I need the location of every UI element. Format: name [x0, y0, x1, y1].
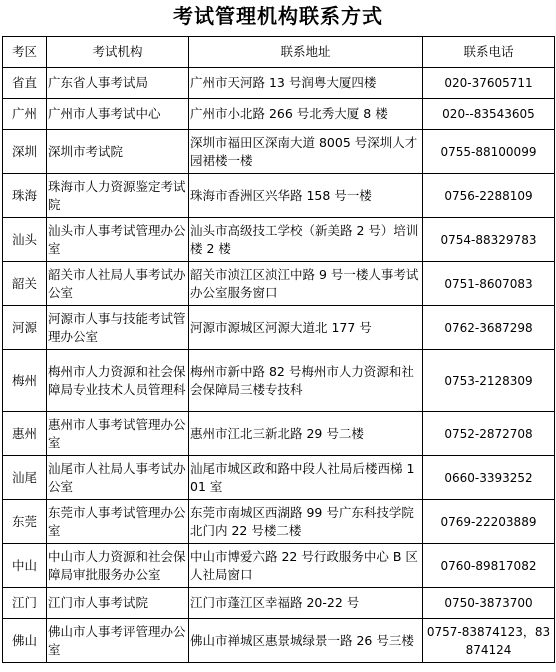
header-org: 考试机构: [47, 37, 189, 68]
cell-address: 汕头市高级技工学校（新美路 2 号）培训楼 2 楼: [189, 218, 423, 262]
header-district: 考区: [3, 37, 47, 68]
cell-district: 汕头: [3, 218, 47, 262]
cell-address: 广州市小北路 266 号北秀大厦 8 楼: [189, 99, 423, 130]
table-row: [3, 218, 555, 262]
header-phone: 联系电话: [423, 37, 555, 68]
cell-org: 梅州市人力资源和社会保障局专业技术人员管理科: [47, 350, 189, 412]
cell-phone: 0756-2288109: [423, 174, 555, 218]
cell-phone: 0757-83874123，83874124: [423, 619, 555, 663]
cell-org: 东莞市人事考试管理办公室: [47, 500, 189, 544]
cell-address: 惠州市江北三新北路 29 号二楼: [189, 412, 423, 456]
cell-address: 韶关市浈江区浈江中路 9 号一楼人事考试办公室服务窗口: [189, 262, 423, 306]
cell-org: 河源市人事与技能考试管理办公室: [47, 306, 189, 350]
header-address: 联系地址: [189, 37, 423, 68]
cell-phone: 020-37605711: [423, 68, 555, 99]
cell-address: 珠海市香洲区兴华路 158 号一楼: [189, 174, 423, 218]
cell-district: 惠州: [3, 412, 47, 456]
cell-address: 广州市天河路 13 号润粤大厦四楼: [189, 68, 423, 99]
cell-district: 省直: [3, 68, 47, 99]
cell-org: 珠海市人力资源鉴定考试院: [47, 174, 189, 218]
cell-org: 广东省人事考试局: [47, 68, 189, 99]
table-row: [3, 174, 555, 218]
cell-org: 汕头市人事考试管理办公室: [47, 218, 189, 262]
table-row: [3, 412, 555, 456]
cell-phone: 0660-3393252: [423, 456, 555, 500]
cell-address: 江门市蓬江区幸福路 20-22 号: [189, 588, 423, 619]
cell-org: 韶关市人社局人事考试办公室: [47, 262, 189, 306]
cell-org: 广州市人事考试中心: [47, 99, 189, 130]
cell-phone: 0750-3873700: [423, 588, 555, 619]
cell-phone: 020--83543605: [423, 99, 555, 130]
cell-address: 中山市博爱六路 22 号行政服务中心 B 区人社局窗口: [189, 544, 423, 588]
cell-address: 东莞市南城区西湖路 99 号广东科技学院北门内 22 号楼二楼: [189, 500, 423, 544]
cell-phone: 0751-8607083: [423, 262, 555, 306]
cell-district: 珠海: [3, 174, 47, 218]
cell-phone: 0769-22203889: [423, 500, 555, 544]
cell-org: 汕尾市人社局人事考试办公室: [47, 456, 189, 500]
cell-address: 汕尾市城区政和路中段人社局后楼西梯 101 室: [189, 456, 423, 500]
cell-phone: 0753-2128309: [423, 350, 555, 412]
cell-phone: 0755-88100099: [423, 130, 555, 174]
cell-district: 佛山: [3, 619, 47, 663]
cell-address: 河源市源城区河源大道北 177 号: [189, 306, 423, 350]
cell-org: 中山市人力资源和社会保障局审批服务办公室: [47, 544, 189, 588]
table-row: [3, 350, 555, 412]
cell-org: 深圳市考试院: [47, 130, 189, 174]
cell-phone: 0760-89817082: [423, 544, 555, 588]
cell-district: 深圳: [3, 130, 47, 174]
table-row: [3, 544, 555, 588]
cell-org: 佛山市人事考评管理办公室: [47, 619, 189, 663]
cell-district: 东莞: [3, 500, 47, 544]
table-row: [3, 99, 555, 130]
cell-address: 深圳市福田区深南大道 8005 号深圳人才园裙楼一楼: [189, 130, 423, 174]
cell-address: 佛山市禅城区惠景城绿景一路 26 号三楼: [189, 619, 423, 663]
cell-phone: 0754-88329783: [423, 218, 555, 262]
table-row: [3, 306, 555, 350]
table-row: [3, 456, 555, 500]
table-row: [3, 262, 555, 306]
cell-address: 梅州市新中路 82 号梅州市人力资源和社会保障局三楼专技科: [189, 350, 423, 412]
table-row: [3, 130, 555, 174]
cell-district: 广州: [3, 99, 47, 130]
cell-district: 中山: [3, 544, 47, 588]
cell-district: 江门: [3, 588, 47, 619]
table-row: [3, 500, 555, 544]
cell-district: 河源: [3, 306, 47, 350]
cell-org: 江门市人事考试院: [47, 588, 189, 619]
table-row: [3, 68, 555, 99]
cell-district: 梅州: [3, 350, 47, 412]
cell-phone: 0752-2872708: [423, 412, 555, 456]
cell-district: 汕尾: [3, 456, 47, 500]
table-row: [3, 588, 555, 619]
header-row: [3, 37, 555, 68]
table-row: [3, 619, 555, 663]
cell-phone: 0762-3687298: [423, 306, 555, 350]
page-title: 考试管理机构联系方式: [173, 4, 383, 28]
cell-org: 惠州市人事考试管理办公室: [47, 412, 189, 456]
cell-district: 韶关: [3, 262, 47, 306]
contact-table: [2, 36, 555, 663]
